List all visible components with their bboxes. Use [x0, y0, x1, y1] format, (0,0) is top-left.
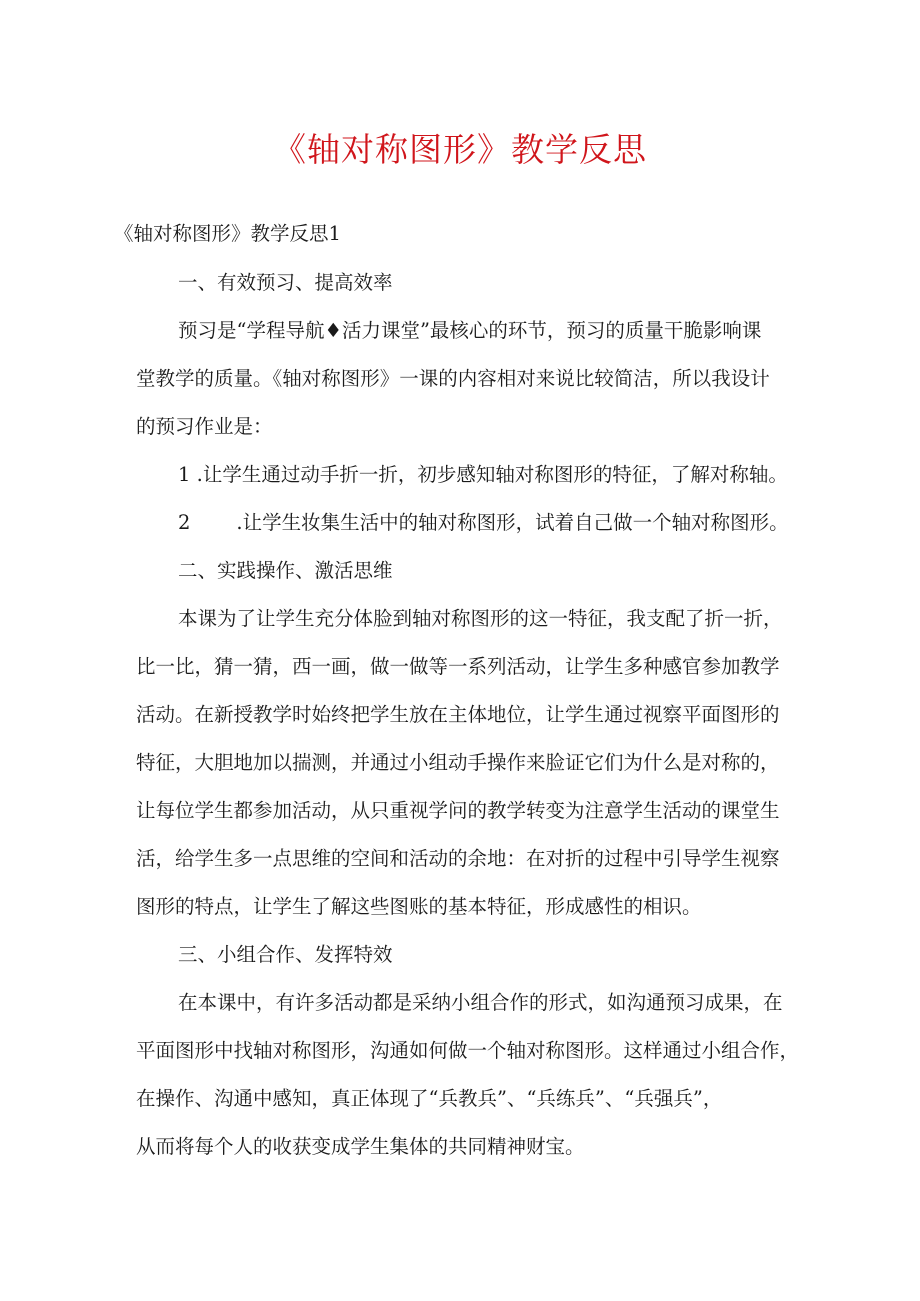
section-heading-1: 一、有效预习、提高效率 [178, 271, 393, 294]
paragraph-line: 平面图形中找轴对称图形，沟通如何做一个轴对称图形。这样通过小组合作， [136, 1039, 800, 1062]
paragraph-line: 的预习作业是： [136, 415, 273, 438]
paragraph-line: 在本课中，有许多活动都是采纳小组合作的形式，如沟通预习成果，在 [178, 991, 783, 1014]
list-item-number: 2 [178, 511, 191, 534]
list-item-text: .让学生通过动手折一折，初步感知轴对称图形的特征，了解对称轴。 [196, 463, 788, 486]
paragraph-line: 比一比，猜一猜，西一画，做一做等一系列活动，让学生多种感官参加教学 [136, 655, 780, 678]
list-item-text: .让学生妆集生活中的轴对称图形，试着自己做一个轴对称图形。 [236, 511, 789, 534]
paragraph-line: 活，给学生多一点思维的空间和活动的余地：在对折的过程中引导学生视察 [136, 847, 780, 870]
paragraph-line: 图形的特点，让学生了解这些图账的基本特征，形成感性的相识。 [136, 895, 702, 918]
section-heading-2: 二、实践操作、激活思维 [178, 559, 393, 582]
article-subtitle: 《轴对称图形》教学反思1 [114, 222, 341, 245]
paragraph-line: 本课为了让学生充分体脸到轴对称图形的这一特征，我支配了折一折， [178, 607, 783, 630]
paragraph-line: 让每位学生都参加活动，从只重视学问的教学转变为注意学生活动的课堂生 [136, 799, 780, 822]
paragraph-line: 预习是“学程导航♦活力课堂”最核心的环节，预习的质量干脆影响课 [178, 319, 762, 342]
list-item [178, 508, 789, 538]
list-item-number: 1 [178, 463, 191, 486]
paragraph-line: 活动。在新授教学时始终把学生放在主体地位，让学生通过视察平面图形的 [136, 703, 780, 726]
section-heading-3: 三、小组合作、发挥特效 [178, 943, 393, 966]
paragraph-line: 堂教学的质量。《轴对称图形》一课的内容相对来说比较简洁，所以我设计 [136, 367, 770, 390]
list-item [178, 460, 788, 490]
paragraph-line: 从而将每个人的收获变成学生集体的共同精神财宝。 [136, 1135, 585, 1158]
paragraph-line: 特征，大胆地加以揣测，并通过小组动手操作来脸证它们为什么是对称的， [136, 751, 780, 774]
page-title: 《轴对称图形》教学反思 [273, 130, 647, 169]
paragraph-line: 在操作、沟通中感知，真正体现了“兵教兵”、“兵练兵”、“兵强兵”， [136, 1087, 723, 1110]
